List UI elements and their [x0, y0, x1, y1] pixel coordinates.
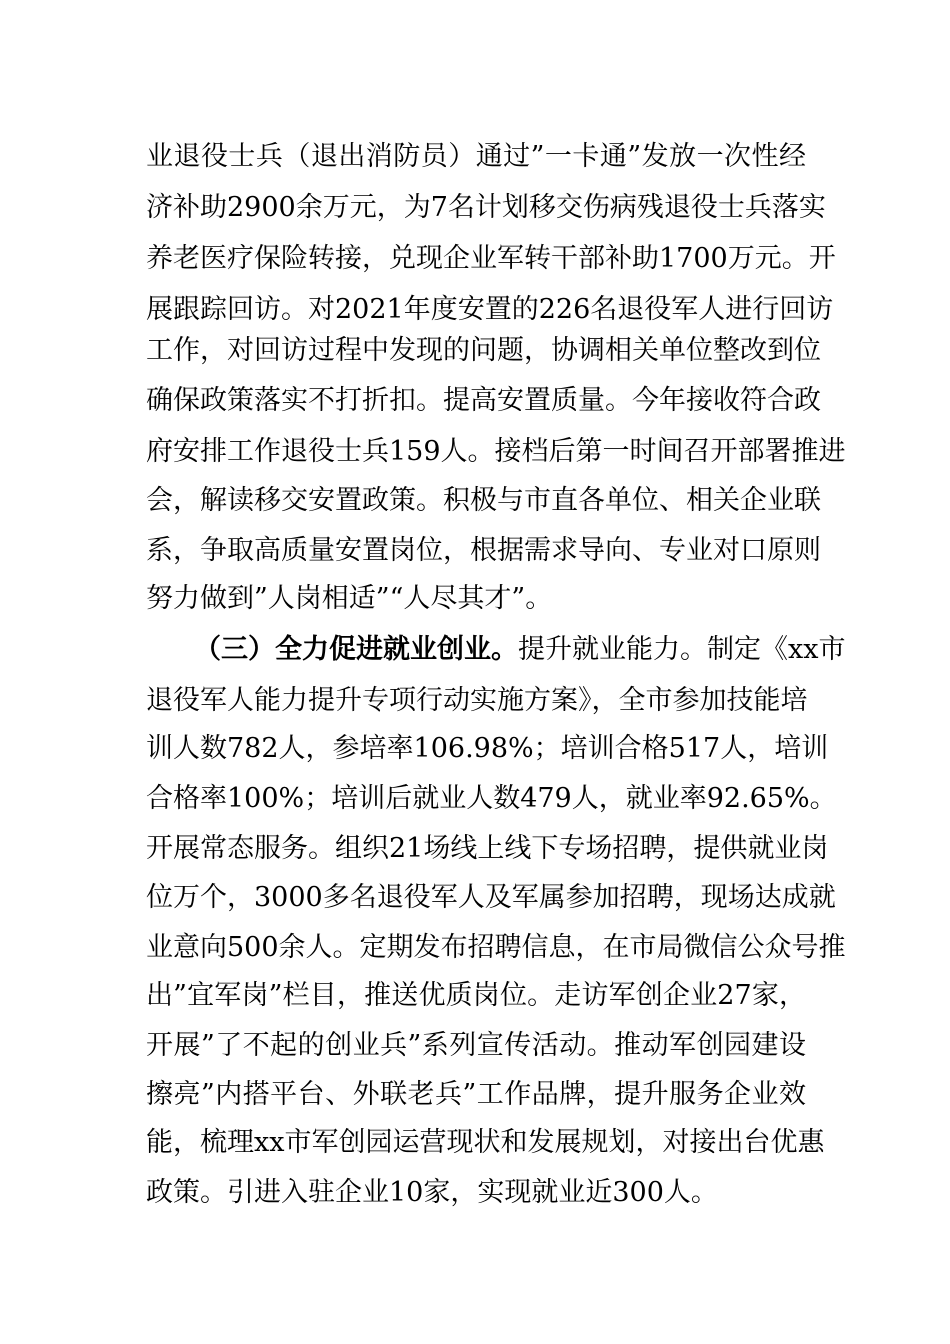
paragraph-1-line-10: 努力做到”人岗相适”“人尽其才”。 [146, 583, 553, 614]
paragraph-1-line-5: 工作，对回访过程中发现的问题，协调相关单位整改到位 [146, 335, 821, 366]
paragraph-1-line-9: 系，争取高质量安置岗位，根据需求导向、专业对口原则 [146, 535, 821, 566]
paragraph-2-line-6: 位万个，3000多名退役军人及军属参加招聘，现场达成就 [146, 882, 836, 913]
paragraph-1-line-2: 济补助2900余万元，为7名计划移交伤病残退役士兵落实 [146, 192, 826, 223]
paragraph-2-first-line-rest: 提升就业能力。制定《xx市 [518, 634, 846, 665]
paragraph-2-line-12: 政策。引进入驻企业10家，实现就业近300人。 [146, 1177, 718, 1208]
paragraph-2-line-3: 训人数782人，参培率106.98%；培训合格517人，培训 [146, 733, 829, 764]
paragraph-1-line-7: 府安排工作退役士兵159人。接档后第一时间召开部署推进 [146, 436, 846, 467]
paragraph-2-line-9: 开展”了不起的创业兵”系列宣传活动。推动军创园建设 [146, 1030, 806, 1061]
paragraph-2-first-line [194, 630, 846, 670]
section-heading: （三）全力促进就业创业。 [194, 634, 518, 665]
paragraph-1-line-6: 确保政策落实不打折扣。提高安置质量。今年接收符合政 [146, 385, 821, 416]
paragraph-2-line-5: 开展常态服务。组织21场线上线下专场招聘，提供就业岗 [146, 833, 829, 864]
paragraph-1-line-3: 养老医疗保险转接，兑现企业军转干部补助1700万元。开 [146, 243, 836, 274]
paragraph-1-line-8: 会，解读移交安置政策。积极与市直各单位、相关企业联 [146, 485, 821, 516]
paragraph-2-line-7: 业意向500余人。定期发布招聘信息，在市局微信公众号推 [146, 932, 846, 963]
paragraph-2-line-10: 擦亮”内搭平台、外联老兵”工作品牌，提升服务企业效 [146, 1079, 806, 1110]
paragraph-1-line-1: 业退役士兵（退出消防员）通过”一卡通”发放一次性经 [146, 141, 806, 172]
paragraph-2-line-4: 合格率100%；培训后就业人数479人，就业率92.65%。 [146, 783, 837, 814]
paragraph-2-line-11: 能，梳理xx市军创园运营现状和发展规划，对接出台优惠 [146, 1127, 825, 1158]
paragraph-2-line-8: 出”宜军岗”栏目，推送优质岗位。走访军创企业27家， [146, 980, 806, 1011]
paragraph-2-line-2: 退役军人能力提升专项行动实施方案》，全市参加技能培 [146, 685, 808, 716]
paragraph-1-line-4: 展跟踪回访。对2021年度安置的226名退役军人进行回访 [146, 294, 834, 325]
